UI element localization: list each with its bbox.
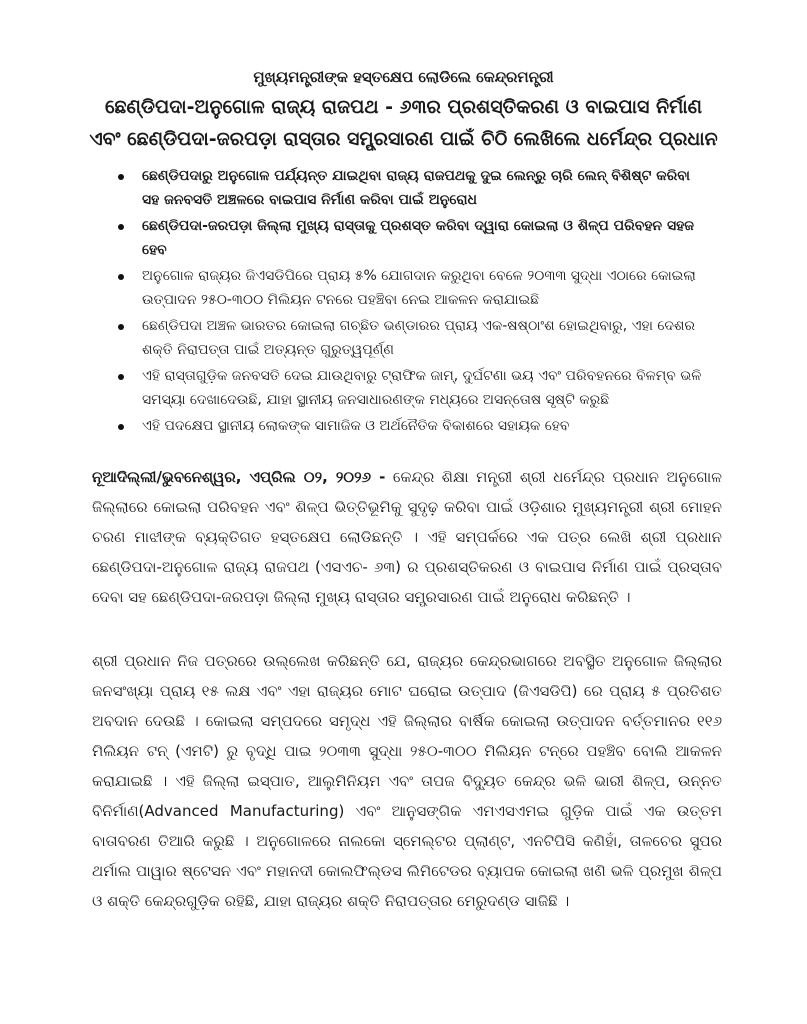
highlight-item [112,314,712,362]
subheading: ମୁଖ୍ୟମନ୍ତ୍ରୀଙ୍କ ହସ୍ତକ୍ଷେପ ଲୋଡିଲେ କେନ୍ଦ୍ରମନ୍ତ୍ରୀ [253,68,554,86]
body-paragraph-1 [92,462,722,612]
highlight-text: ଏହି ରାସ୍ତାଗୁଡ଼ିକ ଜନବସତି ଦେଇ ଯାଉଥିବାରୁ ଟ୍ରାଫିକ ଜାମ୍, ଦୁର୍ଘଟଣା ଭୟ ଏବଂ ପରିବହନରେ ବିଳମ୍ବ ଭଳି ସମସ୍ୟା ଦେଖାଦେଉଛି, ଯାହା ସ୍ଥାନୀୟ ଜନସାଧାରଣଙ୍କ ମଧ୍ୟରେ ଅସନ୍ତୋଷ ସୃଷ୍ଟି କରୁଛି [142,368,702,408]
bullet-icon [118,274,124,280]
highlight-item [112,214,712,262]
highlight-item [112,264,712,312]
bullet-icon [118,224,124,230]
bullet-icon [118,324,124,330]
highlights-list [112,164,712,440]
headline-line-1: ଛେଣ୍ଡିପଦା-ଅନୁଗୋଳ ରାଜ୍ୟ ରାଜପଥ - ୬୩ର ପ୍ରଶସ୍ତିକରଣ ଓ ବାଇପାସ ନିର୍ମାଣ [104,96,702,118]
highlight-item [112,414,712,438]
highlight-text: ଏହି ପଦକ୍ଷେପ ସ୍ଥାନୀୟ ଲୋକଙ୍କ ସାମାଜିକ ଓ ଅର୍ଥନୈତିକ ବିକାଶରେ ସହାୟକ ହେବ [142,418,570,434]
highlight-text: ଛେଣ୍ଡିପଦା ଅଞ୍ଚଳ ଭାରତର କୋଇଲା ଗଚ୍ଛିତ ଭଣ୍ଡାରର ପ୍ରାୟ ଏକ-ଷଷ୍ଠାଂଶ ହୋଇଥିବାରୁ, ଏହା ଦେଶର ଶକ୍ତି ନିରାପତ୍ତା ପାଇଁ ଅତ୍ୟନ୍ତ ଗୁରୁତ୍ୱପୂର୍ଣ୍ଣ [142,318,696,358]
highlight-text: ଛେଣ୍ଡିପଦା-ଜରପଡ଼ା ଜିଲ୍ଲା ମୁଖ୍ୟ ରାସ୍ତାକୁ ପ୍ରଶସ୍ତ କରିବା ଦ୍ୱାରା କୋଇଲା ଓ ଶିଳ୍ପ ପରିବହନ ସହଜ ହେବ [142,218,694,258]
highlight-item [112,364,712,412]
bullet-icon [118,424,124,430]
bullet-icon [118,374,124,380]
highlight-text: ଅନୁଗୋଳ ରାଜ୍ୟର ଜିଏସଡିପିରେ ପ୍ରାୟ ୫% ଯୋଗଦାନ କରୁଥିବା ବେଳେ ୨୦୩୩ ସୁଦ୍ଧା ଏଠାରେ କୋଇଲା ଉତ୍ପାଦନ ୨୫୦-୩୦୦ ମିଲିୟନ ଟନରେ ପହଞ୍ଚିବା ନେଇ ଆକଳନ କରାଯାଇଛି [142,268,696,308]
paragraph-1-text: କେନ୍ଦ୍ର ଶିକ୍ଷା ମନ୍ତ୍ରୀ ଶ୍ରୀ ଧର୍ମେନ୍ଦ୍ର ପ୍ରଧାନ ଅନୁଗୋଳ ଜିଲ୍ଲାରେ କୋଇଲା ପରିବହନ ଏବଂ ଶିଳ୍ପ ଭିତ୍ତିଭୂମିକୁ ସୁଦୃଢ଼ କରିବା ପାଇଁ ଓଡ଼ିଶାର ମୁଖ୍ୟମନ୍ତ୍ରୀ ଶ୍ରୀ ମୋହନ ଚରଣ ମାଝୀଙ୍କ ବ୍ୟକ୍ତିଗତ ହସ୍ତକ୍ଷେପ ଲୋଡିଛନ୍ତି । ଏହି ସମ୍ପର୍କରେ ଏକ ପତ୍ର ଲେଖି ଶ୍ରୀ ପ୍ରଧାନ ଛେଣ୍ଡିପଦା-ଅନୁଗୋଳ ରାଜ୍ୟ ରାଜପଥ (ଏସଏଚ- ୬୩) ର ପ୍ରଶସ୍ତିକରଣ ଓ ବାଇପାସ ନିର୍ମାଣ ପାଇଁ ପ୍ରସ୍ତାବ ଦେବା ସହ ଛେଣ୍ଡିପଦା-ଜରପଡ଼ା ଜିଲ୍ଲା ମୁଖ୍ୟ ରାସ୍ତାର ସମ୍ପ୍ରସାରଣ ପାଇଁ ଅନୁରୋଧ କରିଛନ୍ତି । [92,468,722,606]
headline-line-2: ଏବଂ ଛେଣ୍ଡିପଦା-ଜରପଡ଼ା ରାସ୍ତାର ସମ୍ପ୍ରସାରଣ ପାଇଁ ଚିଠି ଲେଖିଲେ ଧର୍ମେନ୍ଦ୍ର ପ୍ରଧାନ [89,128,718,150]
body-paragraph-2: ଶ୍ରୀ ପ୍ରଧାନ ନିଜ ପତ୍ରରେ ଉଲ୍ଲେଖ କରିଛନ୍ତି ଯେ, ରାଜ୍ୟର କେନ୍ଦ୍ରଭାଗରେ ଅବସ୍ଥିତ ଅନୁଗୋଳ ଜିଲ୍ଲାର ଜନସଂଖ୍ୟା ପ୍ରାୟ ୧୫ ଲକ୍ଷ ଏବଂ ଏହା ରାଜ୍ୟର ମୋଟ ଘରୋଇ ଉତ୍ପାଦ (ଜିଏସଡିପି) ରେ ପ୍ରାୟ ୫ ପ୍ରତିଶତ ଅବଦାନ ଦେଉଛି । କୋଇଲା ସମ୍ପଦରେ ସମୃଦ୍ଧ ଏହି ଜିଲ୍ଲାର ବାର୍ଷିକ କୋଇଲା ଉତ୍ପାଦନ ବର୍ତ୍ତମାନର ୧୧୬ ମିଲିୟନ ଟନ୍ (ଏମଟି) ରୁ ବୃଦ୍ଧି ପାଇ ୨୦୩୩ ସୁଦ୍ଧା ୨୫୦-୩୦୦ ମିଲିୟନ ଟନ୍‌ରେ ପହଞ୍ଚିବ ବୋଲି ଆକଳନ କରାଯାଇଛି । ଏହି ଜିଲ୍ଲା ଇସ୍ପାତ, ଆଲୁମିନିୟମ ଏବଂ ତାପଜ ବିଦ୍ୟୁତ କେନ୍ଦ୍ର ଭଳି ଭାରୀ ଶିଳ୍ପ, ଉନ୍ନତ ବିନିର୍ମାଣ(Advanced Manufacturing) ଏବଂ ଆନୁସଙ୍ଗିକ ଏମଏସଏମଇ ଗୁଡ଼ିକ ପାଇଁ ଏକ ଉତ୍ତମ ବାତାବରଣ ତିଆରି କରୁଛି । ଅନୁଗୋଳରେ ନାଲକୋ ସ୍ମେଲ୍ଟର ପ୍ଲାଣ୍ଟ, ଏନଟିପିସି କଣିହାଁ, ତାଳଚେର ସୁପର ଥର୍ମାଲ ପାୱାର ଷ୍ଟେସନ ଏବଂ ମହାନଦୀ କୋଲଫିଲ୍ଡସ ଲିମିଟେଡର ବ୍ୟାପକ କୋଇଲା ଖଣି ଭଳି ପ୍ରମୁଖ ଶିଳ୍ପ ଓ ଶକ୍ତି କେନ୍ଦ୍ରଗୁଡ଼ିକ ରହିଛି, ଯାହା ରାଜ୍ୟର ଶକ୍ତି ନିରାପତ୍ତାର ମେରୁଦଣ୍ଡ ସାଜିଛି । [92,652,722,910]
highlight-text: ଛେଣ୍ଡିପଦାରୁ ଅନୁଗୋଳ ପର୍ଯ୍ୟନ୍ତ ଯାଇଥିବା ରାଜ୍ୟ ରାଜପଥକୁ ଦୁଇ ଲେନ୍‌ରୁ ଚାରି ଲେନ୍ ବିଶିଷ୍ଟ କରିବା ସହ ଜନବସତି ଅଞ୍ଚଳରେ ବାଇପାସ ନିର୍ମାଣ କରିବା ପାଇଁ ଅନୁରୋଧ [142,168,690,208]
bullet-icon [118,174,124,180]
dateline: ନୂଆଦିଲ୍ଲୀ/ଭୁବନେଶ୍ୱର, ଏପ୍ରିଲ ୦୨, ୨୦୨୬ - [92,468,386,486]
highlight-item [112,164,712,212]
